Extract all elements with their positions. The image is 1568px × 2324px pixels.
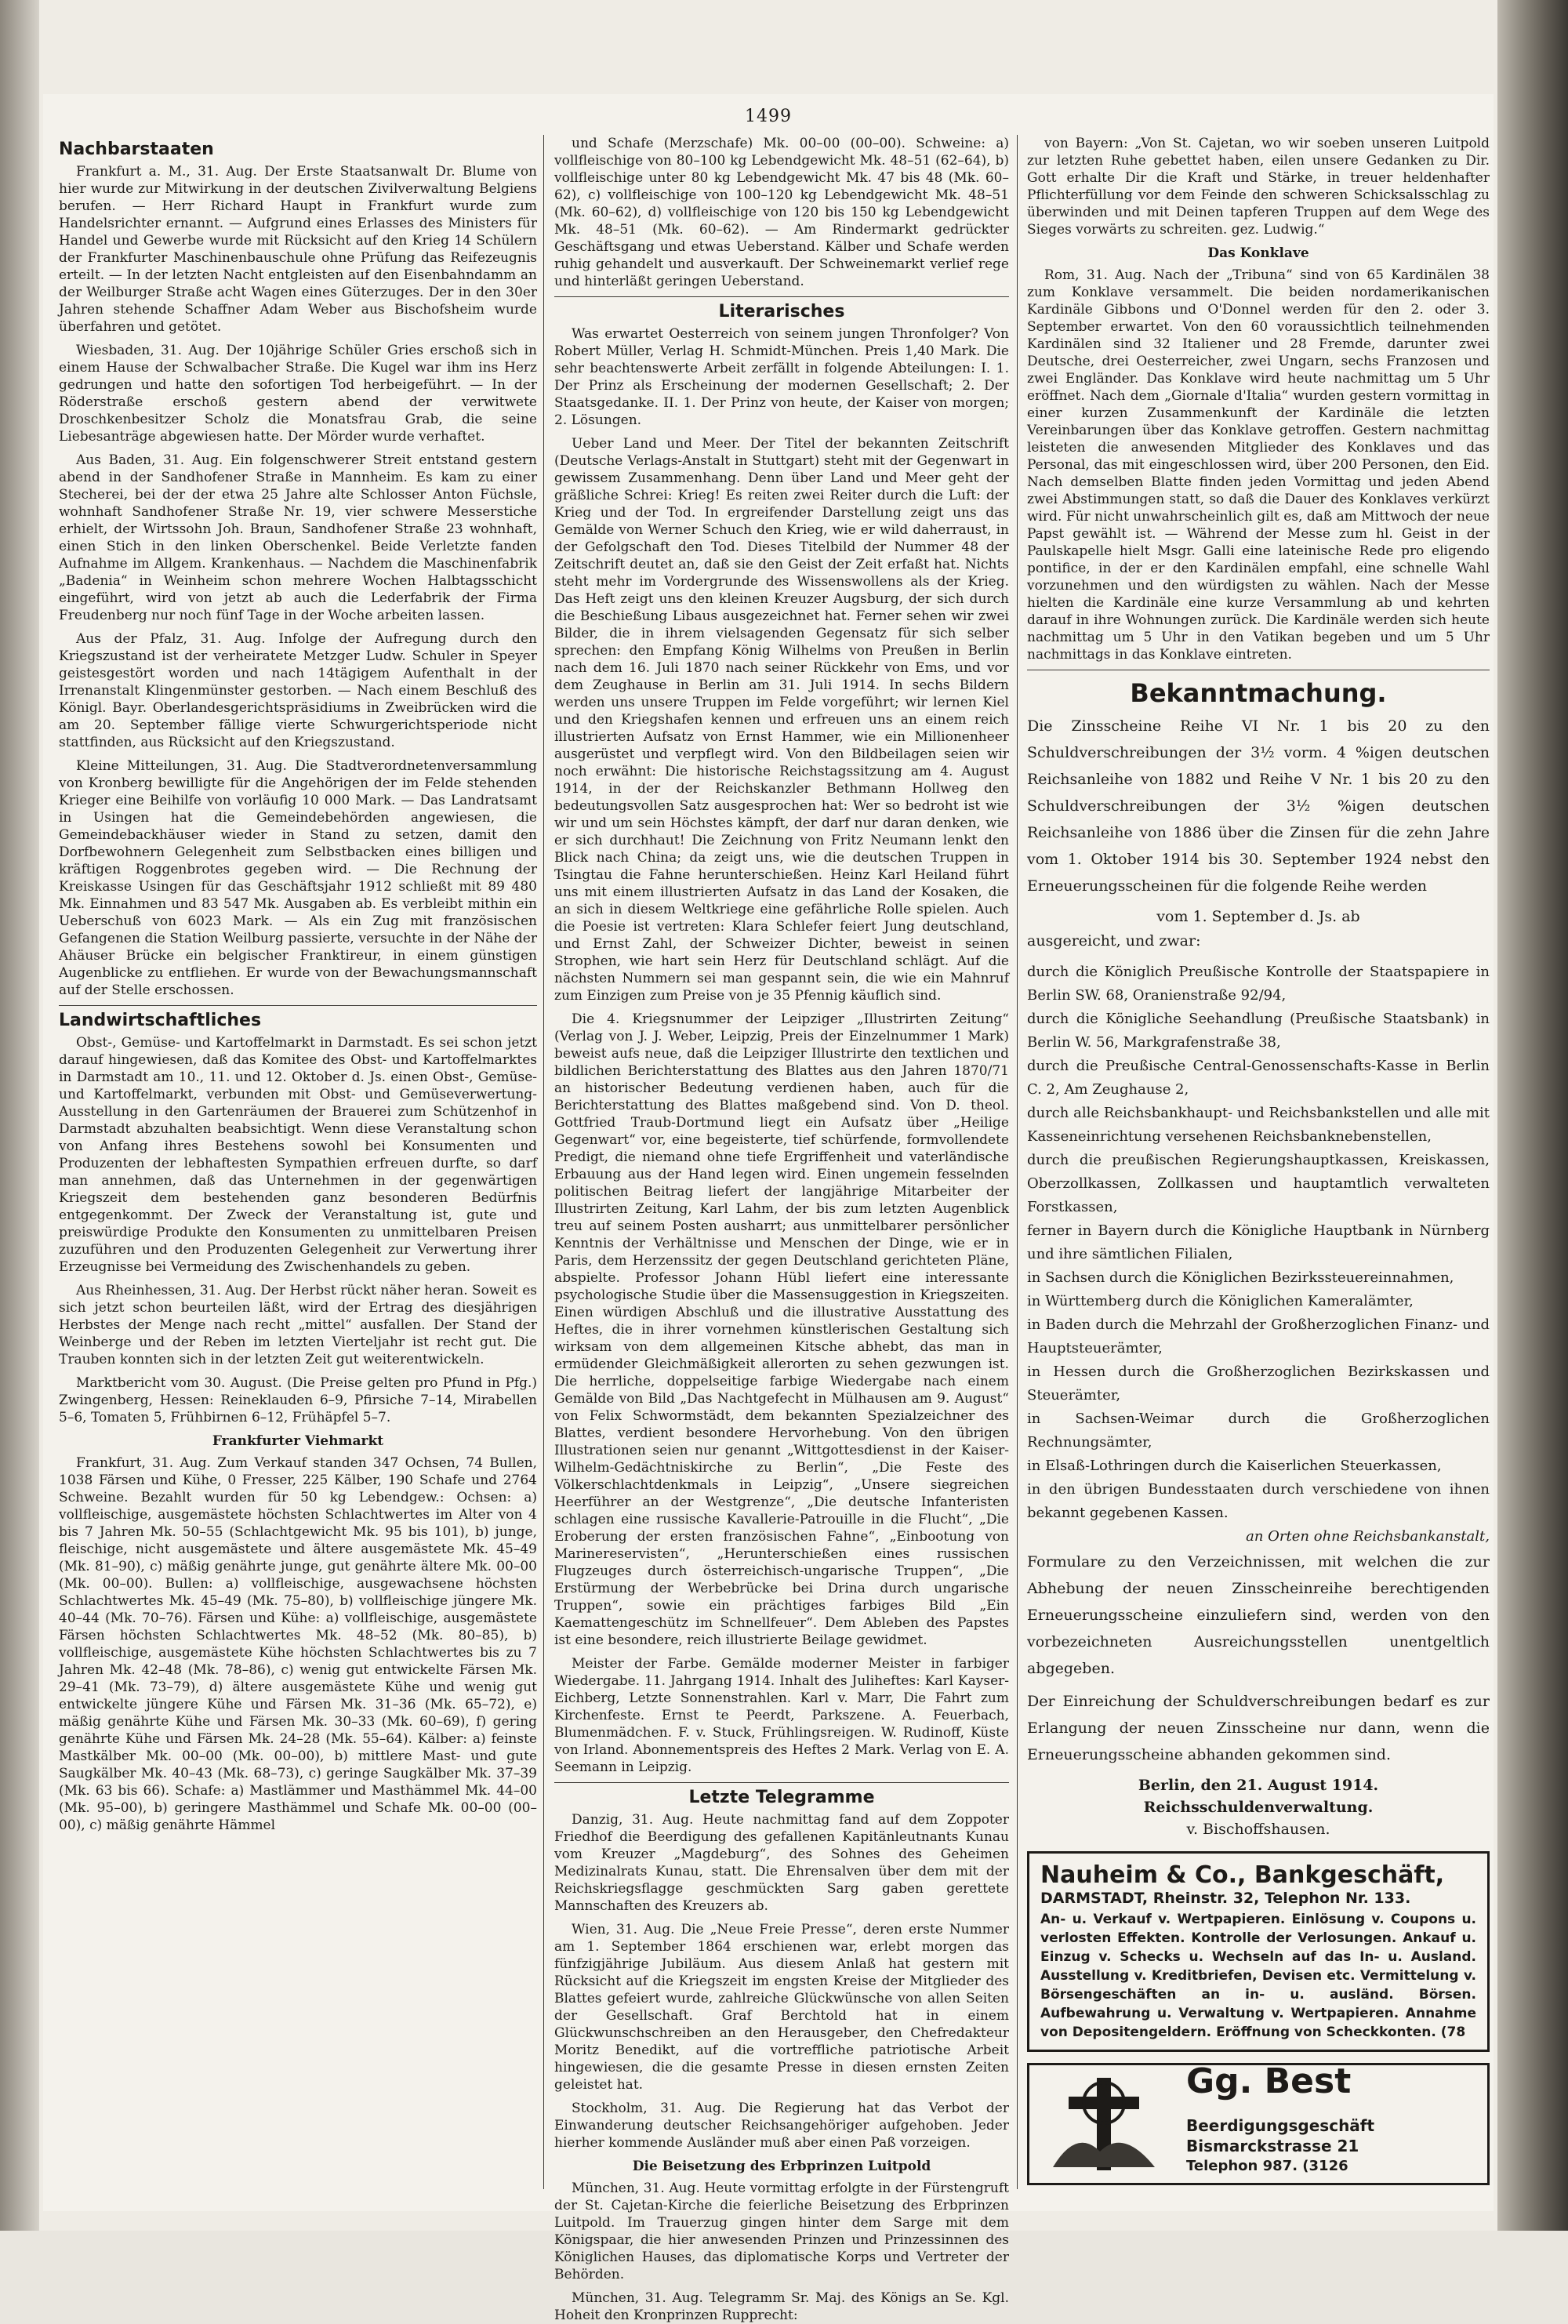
ad-business-phone: Telephon 987. (3126 xyxy=(1186,2158,1348,2174)
list-item: ferner in Bayern durch die Königliche Hauptbank in Nürnberg und ihre sämtlichen Filialen, xyxy=(1027,1222,1490,1262)
divider xyxy=(59,1005,537,1006)
notice-item-list xyxy=(1027,960,1490,1549)
advertisement-best xyxy=(1027,2063,1490,2185)
column-2 xyxy=(554,135,1009,2323)
list-item: durch die Königlich Preußische Kontrolle der Staatspapiere in Berlin SW. 68, Oranienstraße 92/94, xyxy=(1027,964,1490,1004)
subheading-viehmarkt: Frankfurter Viehmarkt xyxy=(212,1433,384,1449)
list-item: durch die Preußische Central-Genossenschafts-Kasse in Berlin C. 2, Am Zeughause 2, xyxy=(1027,1058,1490,1098)
article-kleine-mitteilungen: Kleine Mitteilungen, 31. Aug. Die Stadtverordnetenversammlung von Kronberg bewilligte für die Angehörigen der im Felde stehenden Krieger eine Beihilfe von vorläufig 10 000 Mark. — Das Landratsamt in Usingen hat die Gemeindebehörden angewiesen, die Gemeindebackhäuser wieder in Stand zu setzen, damit den Dorfbewohnern Gelegenheit zum Selbstbacken eines billigen und kräftigen Roggenbrotes gegeben wird. — Die Rechnung der Kreiskasse Usingen für das Geschäftsjahr 1912 schließt mit 89 480 Mk. Einnahmen und 83 547 Mk. Ausgaben ab. Es verbleibt mithin ein Ueberschuß von 6023 Mark. — Als ein Zug mit französischen Gefangenen die Station Weilburg passierte, versuchte in der Nähe der Ahäuser Brücke ein belgischer Franktireur, in einem günstigen Augenblicke zu entfliehen. Er wurde von der Bewachungsmannschaft auf der Stelle erschossen. xyxy=(59,758,537,998)
notice-side-note: an Orten ohne Reichsbankanstalt, xyxy=(1246,1528,1490,1545)
notice-place-date: Berlin, den 21. August 1914. xyxy=(1138,1777,1379,1794)
article-baden: Aus Baden, 31. Aug. Ein folgenschwerer Streit entstand gestern abend in der Sandhofener Straße in Mannheim. Es kam zu einer Stecherei, bei der der etwa 25 Jahre alte Schlosser Anton Füchsle, wohnhaft Sandhofener Straße Nr. 19, vier schwere Messerstiche erhielt, der Wirtssohn Joh. Braun, Sandhofener Straße 23 wohnhaft, einen Stich in den linken Oberschenkel. Beide Verletzte fanden Aufnahme im Allgem. Krankenhaus. — Nachdem die Maschinenfabrik „Badenia“ in Weinheim schon mehrere Wochen Halbtagsschicht eingeführt, wird von jetzt ab auch die Lederfabrik der Firma Freudenberg nur noch fünf Tage in der Woche arbeiten lassen. xyxy=(59,452,537,623)
article-marktbericht: Marktbericht vom 30. August. (Die Preise gelten pro Pfund in Pfg.) Zwingenberg, Hessen: Reineklauden 6–9, Pfirsiche 7–14, Mirabellen 5–6, Tomaten 5, Frühbirnen 6–12, Frühäpfel 5–7. xyxy=(59,1375,537,1425)
column-1 xyxy=(59,135,537,2197)
list-item: in Sachsen-Weimar durch die Großherzoglichen Rechnungsämter, xyxy=(1027,1411,1490,1451)
article-wiesbaden: Wiesbaden, 31. Aug. Der 10jährige Schüler Gries erschoß sich in einem Hause der Schwalbacher Straße. Die Kugel war ihm ins Herz gedrungen und hatte den sofortigen Tod herbeigeführt. — In der Röderstraße erschoß gestern abend der verwitwete Droschkenbesitzer Scholz die Monatsfrau Grab, die seine Liebesanträge abgewiesen hatte. Der Mörder wurde verhaftet. xyxy=(59,343,537,445)
article-wien: Wien, 31. Aug. Die „Neue Freie Presse“, deren erste Nummer am 1. September 1864 erschienen war, erlebt morgen das fünfzigjährige Jubiläum. Aus diesem Anlaß hat gestern mit Rücksicht auf die Kriegszeit im engsten Kreise der Mitglieder des Blattes gefeiert wurde, zahlreiche Glückwünsche von allen Seiten der Gesellschaft. Graf Berchtold hat in einem Glückwunschschreiben an den Herausgeber, den Chefredakteur Moritz Benedikt, auf die vortreffliche patriotische Arbeit hingewiesen, die die gesamte Presse in diesen ernsten Zeiten geleistet hat. xyxy=(554,1922,1009,2093)
article-viehmarkt: Frankfurt, 31. Aug. Zum Verkauf standen 347 Ochsen, 74 Bullen, 1038 Färsen und Kühe, 0 Fresser, 225 Kälber, 190 Schafe und 2764 Schweine. Bezahlt wurden für 50 kg Lebendgew.: Ochsen: a) vollfleischige, ausgemästete höchsten Schlachtwertes im Alter von 4 bis 7 Jahren Mk. 50–55 (Schlachtgewicht Mk. 95 bis 101), b) junge, fleischige, nicht ausgemästete und ältere ausgemästete Mk. 45–49 (Mk. 81–90), c) mäßig genährte junge, gut genährte ältere Mk. 00–00 (Mk. 00–00). Bullen: a) vollfleischige, ausgewachsene höchsten Schlachtwertes Mk. 45–49 (Mk. 75–80), b) vollfleischige jüngere Mk. 40–44 (Mk. 70–76). Färsen und Kühe: a) vollfleischige, ausgemästete Färsen höchsten Schlachtwertes Mk. 48–52 (Mk. 80–85), b) vollfleischige, ausgemästete Kühe höchsten Schlachtwertes bis zu 7 Jahren Mk. 42–48 (Mk. 78–86), c) wenig gut entwickelte Färsen Mk. 29–41 (Mk. 73–79), d) ältere ausgemästete Kühe und wenig gut entwickelte jüngere Kühe und Färsen Mk. 31–36 (Mk. 65–72), e) mäßig genährte Kühe und Färsen Mk. 30–33 (Mk. 60–69), f) gering genährte Kühe und Färsen Mk. 24–28 (Mk. 55–64). Kälber: a) feinste Mastkälber Mk. 00–00 (Mk. 00–00), b) mittlere Mast- und gute Saugkälber Mk. 40–43 (Mk. 68–73), c) geringe Saugkälber Mk. 37–39 (Mk. 63 bis 66). Schafe: a) Mastlämmer und Masthämmel Mk. 44–00 (Mk. 95–00), b) geringere Masthämmel und Schafe Mk. 00–00 (00–00), c) mäßig genährte Hämmel xyxy=(59,1455,537,1833)
article-rheinhessen: Aus Rheinhessen, 31. Aug. Der Herbst rückt näher heran. Soweit es sich jetzt schon beurteilen läßt, wird der Ertrag des diesjährigen Herbstes der Menge nach recht „mittel“ ausfallen. Der Stand der Weinberge und der Reben im letzten Vierteljahr ist recht gut. Die Trauben konnten sich in der letzten Zeit gut weiterentwickeln. xyxy=(59,1283,537,1367)
list-item: in Sachsen durch die Königlichen Bezirkssteuereinnahmen, xyxy=(1027,1269,1454,1286)
article-rom: Rom, 31. Aug. Nach der „Tribuna“ sind von 65 Kardinälen 38 zum Konklave versammelt. Die beiden nordamerikanischen Kardinäle Gibbons und O'Donnel werden für den 2. oder 3. September erwartet. Von den 60 voraussichtlich teilnehmenden Kardinälen sind 32 Italiener und 28 Fremde, darunter zwei Deutsche, drei Oesterreicher, zwei Ungarn, sechs Franzosen und zwei Engländer. Das Konklave wird heute nachmittag um 5 Uhr eröffnet. Nach dem „Giornale d'Italia“ wurden gestern vormittag in einer kurzen Zusammenkunft der Kardinäle die letzten Vereinbarungen über das Konklave getroffen. Gestern nachmittag leisteten die anwesenden Mitglieder des Konklaves und das Personal, das mit eingeschlossen wird, über 200 Personen, den Eid. Nach demselben Blatte finden jeden Vormittag und jeden Abend zwei Abstimmungen statt, so daß die Dauer des Konklaves verkürzt wird. Für nicht unwahrscheinlich gilt es, daß am Mittwoch der neue Papst gewählt ist. — Während der Messe zum hl. Geist in der Paulskapelle hielt Msgr. Galli eine lateinische Rede pro eligendo pontifice, in der er den Kardinälen empfahl, eine schnelle Wahl vorzunehmen und den würdigsten zu wählen. Nach der Messe hielten die Kardinäle eine kurze Versammlung ab und kehrten darauf in ihre Wohnungen zurück. Die Kardinäle werden sich heute nachmittag um 5 Uhr in den Vatikan begeben und um 5 Uhr nachmittags in das Konklave eintreten. xyxy=(1027,267,1490,663)
divider xyxy=(554,296,1009,297)
newspaper-page xyxy=(43,94,1494,2323)
notice-paragraph-1: Die Zinsscheine Reihe VI Nr. 1 bis 20 zu den Schuldverschreibungen der 3½ vorm. 4 %igen deutschen Reichsanleihe von 1882 und Reihe V Nr. 1 bis 20 zu den Schuldverschreibungen der 3½ %igen deutschen Reichsanleihe von 1886 über die Zinsen für die zehn Jahre vom 1. Oktober 1914 bis 30. September 1924 nebst den Erneuerungsscheinen für die folgende Reihe werden xyxy=(1027,717,1490,895)
article-land-und-meer: Ueber Land und Meer. Der Titel der bekannten Zeitschrift (Deutsche Verlags-Anstalt in Stuttgart) steht mit der Gegenwart in gewissem Zusammenhang. Denn über Land und Meer geht der gräßliche Schrei: Krieg! Es reiten zwei Reiter durch die Luft: der Krieg und der Tod. In ergreifender Darstellung zeigt uns das Gemälde von Werner Schuch den Krieg, wie er wild daherraust, in der Gefolgschaft den Tod. Dieses Titelbild der Nummer 48 der Zeitschrift deutet an, daß sie den Geist der Zeit erfaßt hat. Nichts steht mehr im Vordergrunde des Wissenswollens als der Krieg. Das Heft zeigt uns den kleinen Kreuzer Augsburg, der sich durch die Beschießung Libaus ausgezeichnet hat. Ferner sehen wir zwei Bilder, die in ihrem vielsagenden Gegensatz für sich selber sprechen: den Empfang König Wilhelms von Preußen in Berlin nach dem 16. Juli 1870 nach seiner Rückkehr von Ems, und vor dem Zeughause in Berlin am 31. Juli 1914. In sechs Bildern werden uns unsere Truppen im Felde vorgeführt; wir lernen Kiel und den Kriegshafen kennen und erfreuen uns an einem reich illustrierten Aufsatz von Ernst Hammer, wie ein Millionenheer ausgerüstet und verpflegt wird. Von den Bildbeilagen seien wir noch erwähnt: Die historische Reichstagssitzung am 4. August 1914, in der der Reichskanzler Bethmann Hollweg den bedeutungsvollen Satz ausgesprochen hat: Wer so bedroht ist wie wir und um sein Höchstes kämpft, der darf nur daran denken, wie er sich durchhaut! Die Zeichnung von Fritz Neumann lenkt den Blick nach China; da zeigt uns, wie die deutschen Truppen in Tsingtau die Fahne herunterschießen. Heinz Karl Heiland führt uns mit einem illustrierten Aufsatz in das Land der Kosaken, die an sich in diesem Weltkriege eine gefährliche Rolle spielen. Auch die Poesie ist vertreten: Klara Schlefer feiert Jung deutschland, und Ernst Zahl, der Schweizer Dichter, beweist in seinen Strophen, wie hart sein Herz für Deutschland schlägt. Auf die nächsten Nummern sei man gespannt sein, die wie ein Mahnruf zum Einzigen zum Preise von je 35 Pfennig käuflich sind. xyxy=(554,436,1009,1004)
column-divider-2 xyxy=(1017,135,1018,2189)
notice-signatory: v. Bischoffshausen. xyxy=(1186,1821,1330,1838)
section-heading-literarisches: Literarisches xyxy=(718,302,845,321)
list-item: in den übrigen Bundesstaaten durch verschiedene von ihnen bekannt gegebenen Kassen. xyxy=(1027,1481,1490,1521)
list-item: in Hessen durch die Großherzoglichen Bezirkskassen und Steuerämter, xyxy=(1027,1364,1490,1403)
page-number: 1499 xyxy=(745,107,792,126)
article-muenchen-2: München, 31. Aug. Telegramm Sr. Maj. des Königs an Se. Kgl. Hoheit den Kronprinzen Rupprecht: xyxy=(554,2290,1009,2323)
list-item: durch die preußischen Regierungshauptkassen, Kreiskassen, Oberzollkassen, Zollkassen und hauptamtlich verwalteten Forstkassen, xyxy=(1027,1152,1490,1215)
article-viehmarkt-cont: und Schafe (Merzschafe) Mk. 00–00 (00–00). Schweine: a) vollfleischige von 80–100 kg Lebendgewicht Mk. 48–51 (62–64), b) vollfleischige unter 80 kg Lebendgewicht Mk. 47 bis 48 (Mk. 60–62), c) vollfleischige von 100–120 kg Lebendgewicht Mk. 48–51 (Mk. 60–62), d) vollfleischige von 120 bis 150 kg Lebendgewicht Mk. 48–51 (Mk. 60–62). — Am Rindermarkt gedrückter Geschäftsgang und etwas Ueberstand. Kälber und Schafe werden ruhig gehandelt und ausverkauft. Der Schweinemarkt verlief rege und hinterläßt geringen Ueberstand. xyxy=(554,136,1009,289)
notice-date: vom 1. September d. Js. ab xyxy=(1156,908,1360,925)
subheading-konklave: Das Konklave xyxy=(1207,245,1309,261)
list-item: in Baden durch die Mehrzahl der Großherzoglichen Finanz- und Hauptsteuerämter, xyxy=(1027,1316,1490,1356)
article-danzig: Danzig, 31. Aug. Heute nachmittag fand auf dem Zoppoter Friedhof die Beerdigung des gefallenen Kapitänleutnants Kunau vom Kreuzer „Magdeburg“, des Sohnes des Geheimen Medizinalrats Kunau, statt. Die Ehrensalven über dem mit der Reichskriegsflagge geschmückten Sarg gaben gerettete Mannschaften des Kreuzers ab. xyxy=(554,1812,1009,1914)
book-binding-edge xyxy=(1497,0,1568,2231)
article-frankfurt: Frankfurt a. M., 31. Aug. Der Erste Staatsanwalt Dr. Blume von hier wurde zur Mitwirkung in der deutschen Zivilverwaltung Belgiens berufen. — Herr Richard Haupt in Frankfurt wurde zum Handelsrichter ernannt. — Aufgrund eines Erlasses des Ministers für Handel und Gewerbe wurde mit Rücksicht auf den Krieg 14 Schülern der Frankfurter Maschinenbauschule ohne Prüfung das Reifezeugnis erteilt. — In der letzten Nacht entgleisten auf den Eisenbahndamm an der Weilburger Straße acht Wagen eines Güterzuges. Der in den 30er Jahren stehende Schaffner Adam Weber aus Bischofsheim wurde überfahren und getötet. xyxy=(59,164,537,335)
subheading-beisetzung: Die Beisetzung des Erbprinzen Luitpold xyxy=(632,2159,931,2174)
notice-paragraph-2: ausgereicht, und zwar: xyxy=(1027,932,1201,950)
ad-business-name: Gg. Best xyxy=(1186,2061,1352,2101)
article-meister-der-farbe: Meister der Farbe. Gemälde moderner Meister in farbiger Wiedergabe. 11. Jahrgang 1914. Inhalt des Juliheftes: Karl Kayser-Eichberg, Letzte Sonnenstrahlen. Karl v. Marr, Die Fahrt zum Kirchenfeste. Ernst te Peerdt, Parkszene. A. Feuerbach, Blumenmädchen. F. v. Stuck, Frühlingsreigen. W. Rudinoff, Küste von Irland. Abonnementspreis des Heftes 2 Mark. Verlag von E. A. Seemann in Leipzig. xyxy=(554,1656,1009,1775)
column-divider-1 xyxy=(543,135,544,2189)
article-pfalz: Aus der Pfalz, 31. Aug. Infolge der Aufregung durch den Kriegszustand ist der verheiratete Metzger Ludw. Schuler in Speyer geistesgestört worden und nach 14tägigem Aufenthalt in der Irrenanstalt Klingenmünster gestorben. — Nach einem Beschluß des Königl. Bayr. Oberlandesgerichtspräsidiums in Zweibrücken wird die am 20. September fällige vierte Schwurgerichtsperiode nicht stattfinden, aus Rücksicht auf den Kriegszustand. xyxy=(59,631,537,750)
article-stockholm: Stockholm, 31. Aug. Die Regierung hat das Verbot der Einwanderung deutscher Reichsangehöriger aufgehoben. Jeder hierher kommende Ausländer muß aber einen Paß vorzeigen. xyxy=(554,2101,1009,2151)
list-item: in Württemberg durch die Königlichen Kameralämter, xyxy=(1027,1293,1414,1309)
article-kriegsnummer: Die 4. Kriegsnummer der Leipziger „Illustrirten Zeitung“ (Verlag von J. J. Weber, Leipzig, Preis der Einzelnummer 1 Mark) beweist aufs neue, daß die Leipziger Illustrirte den textlichen und bildlichen Berichterstattung des Blattes aus den Jahren 1870/71 an historischer Bedeutung verdienen haben, auch für die Berichterstattung des Blattes maßgebend sind. Von D. theol. Gottfried Traub-Dortmund liegt ein Aufsatz über „Heilige Gegenwart“ vor, eine begeisterte, tief schürfende, formvollendete Predigt, die niemand ohne tiefe Ergriffenheit und vaterländische Erbauung aus der Hand legen wird. Einen ungemein fesselnden politischen Beitrag liefert der langjährige Mitarbeiter der Illustrirten Zeitung, Karl Lahm, der bis zum letzten Augenblick treu auf seinem Posten ausharrt; aus unmittelbarer persönlicher Kenntnis der Verhältnisse und Menschen der Dinge, wie er in Paris, dem Herzenssitz der gegen Deutschland gerichteten Pläne, abspielte. Professor Johann Hübl liefert eine interessante psychologische Studie über die Massensuggestion in Kriegszeiten. Einen würdigen Abschluß und die illustrative Ausstattung des Heftes, die in ihrer vornehmen künstlerischen Gestaltung sich wirksam von dem allgemeinen Kitsche abhebt, das man in ermüdender Gleichmäßigkeit allerorten zu sehen gezwungen ist. Die herrliche, doppelseitige farbige Wiedergabe nach einem Gemälde von Bild „Das Nachtgefecht in Mülhausen am 9. August“ von Felix Schwormstädt, dem bekannten Spezialzeichner des Blattes, verdient besondere Hervorhebung. Von den übrigen Illustrationen seien nur genannt „Wittgottesdienst in der Kaiser-Wilhelm-Gedächtniskirche zu Berlin“, „Die Feste des Völkerschlachtdenkmals in Leipzig“, „Unsere siegreichen Heerführer an der Westgrenze“, „Die deutsche Infanteristen schlagen eine russische Kavallerie-Patrouille in die Flucht“, „Die Eroberung der ersten französischen Fahne“, „Einbootung von Marinereservisten“, „Herunterschießen eines russischen Flugzeuges durch österreichisch-ungarische Truppen“, „Die Erstürmung der Werbebrücke bei Drina durch ungarische Truppen“, sowie ein prächtiges farbiges Bild „Ein Kaemattengeschütz im Schnellfeuer“. Dem Ableben des Papstes ist eine besondere, reich illustrierte Beilage gewidmet. xyxy=(554,1011,1009,1648)
ad-heading: Nauheim & Co., Bankgeschäft, xyxy=(1040,1861,1445,1889)
notice-paragraph-4: Der Einreichung der Schuldverschreibungen bedarf es zur Erlangung der neuen Zinsscheine nur dann, wenn die Erneuerungsscheine abhanden gekommen sind. xyxy=(1027,1693,1490,1763)
section-heading-telegramme: Letzte Telegramme xyxy=(688,1788,875,1807)
ad-address: DARMSTADT, Rheinstr. 32, Telephon Nr. 133. xyxy=(1040,1890,1411,1907)
list-item: in Elsaß-Lothringen durch die Kaiserlichen Steuerkassen, xyxy=(1027,1458,1442,1474)
notice-organization: Reichsschuldenverwaltung. xyxy=(1143,1799,1374,1816)
article-muenchen-1: München, 31. Aug. Heute vormittag erfolgte in der Fürstengruft der St. Cajetan-Kirche die feierliche Beisetzung des Erbprinzen Luitpold. Im Trauerzug gingen hinter dem Sarge mit dem Königspaar, die hier anwesenden Prinzen und Prinzessinnen des Königlichen Hauses, das diplomatische Korps und Vertreter der Behörden. xyxy=(554,2181,1009,2282)
notice-paragraph-3: Formulare zu den Verzeichnissen, mit welchen die zur Abhebung der neuen Zinsscheinreihe berechtigenden Erneuerungsscheine einzuliefern sind, werden von den vorbezeichneten Ausreichungsstellen unentgeltlich abgegeben. xyxy=(1027,1553,1490,1677)
section-heading-landwirtschaftliches: Landwirtschaftliches xyxy=(59,1011,262,1030)
advertisement-nauheim xyxy=(1027,1851,1490,2052)
article-oesterreich: Was erwartet Oesterreich von seinem jungen Thronfolger? Von Robert Müller, Verlag H. Schmidt-München. Preis 1,40 Mark. Die sehr beachtenswerte Arbeit zerfällt in folgende Abteilungen: I. 1. Der Prinz als Erscheinung der modernen Gesellschaft; 2. Der Staatsgedanke. II. 1. Der Prinz von heute, der Kaiser von morgen; 2. Lösungen. xyxy=(554,326,1009,428)
notice-title: Bekanntmachung. xyxy=(1130,678,1387,708)
article-obstmarkt: Obst-, Gemüse- und Kartoffelmarkt in Darmstadt. Es sei schon jetzt darauf hingewiesen, daß das Komitee des Obst- und Kartoffelmarktes in Darmstadt am 10., 11. und 12. Oktober d. Js. einen Obst-, Gemüse- und Kartoffelmarkt, verbunden mit Obst- und Gemüseverwertung-Ausstellung in den Gartenräumen der Brauerei zum Schützenhof in Darmstadt abzuhalten beabsichtigt. Wenn diese Veranstaltung schon von Anfang ihres Bestehens sowohl bei Konsumenten und Produzenten der lebhaftesten Sympathien erfreuen durfte, so darf man annehmen, daß das Unternehmen in der gegenwärtigen Kriegszeit dem bestehenden ganz besonderen Bedürfnis entgegenkommt. Der Zweck der Veranstaltung ist, gute und preiswürdige Produkte den Konsumenten zu unmittelbaren Preisen zuzuführen und den Produzenten Gelegenheit zur Verwertung ihrer Erzeugnisse bei Vermeidung des Zwischenhandels zu geben. xyxy=(59,1035,537,1275)
section-heading-nachbarstaaten: Nachbarstaaten xyxy=(59,140,214,159)
bekanntmachung-notice xyxy=(1027,678,1490,1840)
list-item: durch die Königliche Seehandlung (Preußische Staatsbank) in Berlin W. 56, Markgrafenstraße 38, xyxy=(1027,1011,1490,1051)
ad-body: An- u. Verkauf v. Wertpapieren. Einlösung v. Coupons u. verlosten Effekten. Kontrolle der Verlosungen. Ankauf u. Einzug v. Schecks u. Wechseln auf das In- u. Ausland. Ausstellung v. Kreditbriefen, Devisen etc. Vermittelung v. Börsengeschäften an in- u. ausländ. Börsen. Aufbewahrung u. Verwaltung v. Wertpapieren. Annahme von Depositengeldern. Eröffnung von Scheckkonten. (78 xyxy=(1040,1912,1476,2040)
divider xyxy=(554,1782,1009,1783)
article-telegramm-cont: von Bayern: „Von St. Cajetan, wo wir soeben unseren Luitpold zur letzten Ruhe gebettet haben, eilen unsere Gedanken zu Dir. Gott erhalte Dir die Kraft und Stärke, in treuer heldenhafter Pflichterfüllung vor dem Feinde den schweren Schicksalsschlag zu überwinden und mit Deinen tapferen Truppen auf dem Wege des Sieges vorwärts zu schreiten. gez. Ludwig.“ xyxy=(1027,136,1490,238)
list-item: durch alle Reichsbankhaupt- und Reichsbankstellen und alle mit Kasseneinrichtung versehenen Reichsbanknebenstellen, xyxy=(1027,1105,1490,1145)
column-3 xyxy=(1027,135,1490,2197)
ad-business-type: Beerdigungsgeschäft xyxy=(1186,2116,1375,2135)
cross-icon xyxy=(1045,2073,1163,2175)
ad-business-address: Bismarckstrasse 21 xyxy=(1186,2137,1359,2155)
previous-page-edge xyxy=(0,0,39,2231)
